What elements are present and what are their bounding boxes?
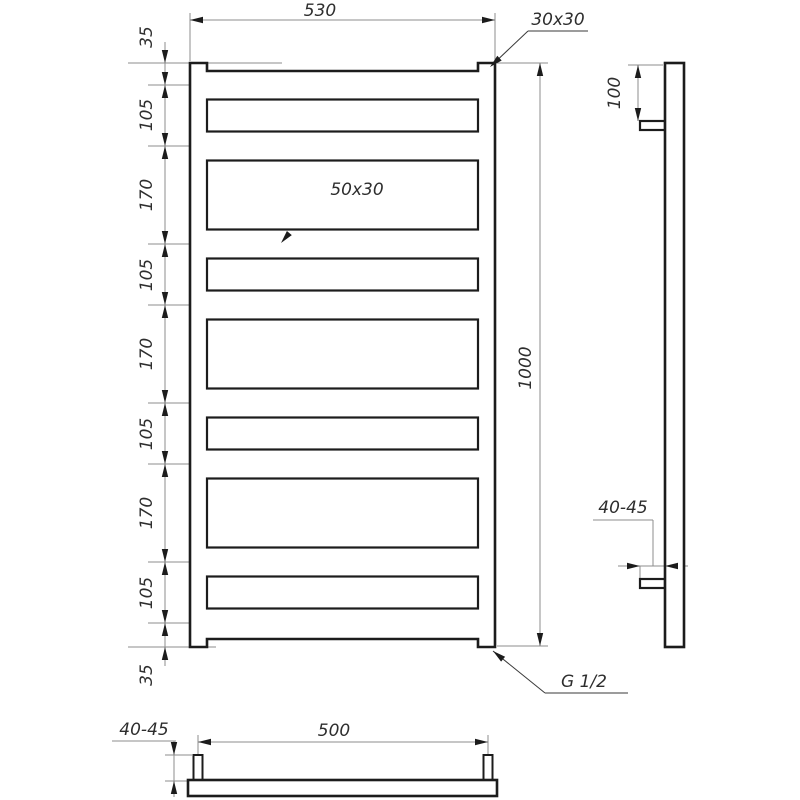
chain-label: 170: [137, 337, 157, 371]
pipe-stub-right: [484, 755, 493, 780]
side-view: [593, 63, 688, 647]
opening: [207, 320, 478, 389]
arrowhead: [482, 17, 495, 23]
bottom-profile-bar: [188, 780, 497, 796]
arrowhead: [162, 451, 168, 464]
opening: [207, 100, 478, 132]
chain-label: 35: [137, 664, 157, 686]
opening: [207, 418, 478, 450]
arrowhead: [162, 647, 168, 660]
arrowhead: [162, 390, 168, 403]
front-width-label: 530: [303, 1, 337, 21]
side-wall-distance-label: 40-45: [598, 498, 648, 518]
chain-label: 170: [137, 178, 157, 212]
arrowhead: [627, 563, 640, 569]
arrowhead: [162, 610, 168, 623]
arrowhead: [162, 562, 168, 575]
arrowhead: [162, 549, 168, 562]
bottom-view: [112, 720, 497, 797]
arrowhead: [171, 781, 177, 794]
arrowhead: [162, 133, 168, 146]
arrowhead: [190, 17, 203, 23]
arrowhead: [635, 108, 641, 121]
arrowhead: [171, 742, 177, 755]
arrowhead: [162, 50, 168, 63]
side-profile-bar: [665, 63, 684, 647]
chain-label: 105: [137, 417, 157, 451]
bracket-bottom: [640, 579, 665, 588]
arrowhead: [162, 403, 168, 416]
chain-label: 35: [137, 26, 157, 48]
opening: [207, 577, 478, 609]
opening: [207, 479, 478, 548]
arrowhead: [162, 85, 168, 98]
chain-label: 105: [137, 98, 157, 132]
rung-openings: [207, 100, 478, 609]
bottom-wall-distance-label: 40-45: [119, 720, 169, 740]
pipe-stubs: [194, 755, 493, 780]
arrowhead: [162, 146, 168, 159]
chain-labels: [137, 26, 157, 686]
thread-label: G 1/2: [561, 672, 607, 692]
arrowhead: [635, 65, 641, 78]
chain-label: 105: [137, 576, 157, 610]
bracket-top: [640, 121, 665, 130]
arrowhead: [162, 231, 168, 244]
rung-tube-label: 50x30: [330, 180, 384, 200]
arrowhead: [475, 739, 488, 745]
bottom-spacing-label: 500: [317, 721, 351, 741]
arrowhead: [537, 63, 543, 76]
arrowhead: [162, 244, 168, 257]
arrowhead: [162, 305, 168, 318]
front-height-label: 1000: [516, 346, 536, 390]
arrowhead: [537, 633, 543, 646]
pipe-stub-left: [194, 755, 203, 780]
arrowhead: [162, 292, 168, 305]
chain-label: 170: [137, 496, 157, 530]
front-view: [128, 1, 628, 693]
opening: [207, 259, 478, 291]
corner-tube-label: 30x30: [531, 10, 585, 30]
chain-label: 105: [137, 258, 157, 292]
arrowhead: [162, 464, 168, 477]
arrowhead: [198, 739, 211, 745]
side-top-offset-label: 100: [605, 76, 625, 110]
arrowhead: [162, 623, 168, 636]
arrowhead: [162, 72, 168, 85]
